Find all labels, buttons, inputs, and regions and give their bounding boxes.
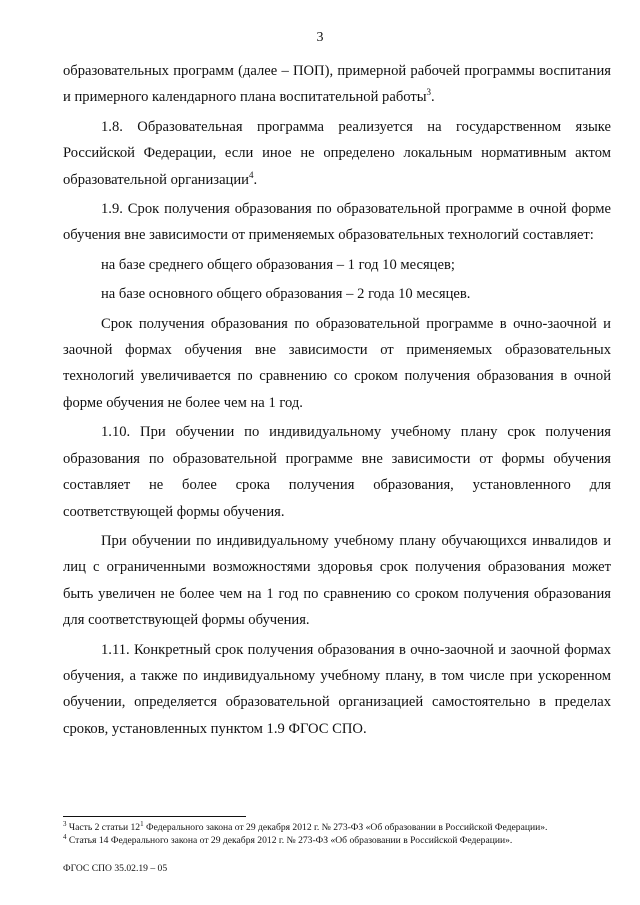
- paragraph-1-10: 1.10. При обучении по индивидуальному учебному плану срок получения образования по образовательной программе вне зависимости от формы обучения составляет не более срока получения образования, установленного для соответствующей формы обучения.: [63, 424, 611, 520]
- footnote-divider: [63, 816, 246, 817]
- footnote-inner-sup: 1: [140, 819, 144, 828]
- footnote-reference[interactable]: 3: [426, 87, 432, 98]
- footnotes: [63, 821, 623, 847]
- list-item-basic-general: на базе основного общего образования – 2 года 10 месяцев.: [101, 286, 471, 303]
- paragraph-1-11: 1.11. Конкретный срок получения образования в очно-заочной и заочной формах обучения, а также по индивидуальному учебному плану, в том числе при ускоренном обучении, определяется образовательной организацией самостоятельно в пределах сроков, установленных пунктом 1.9 ФГОС СПО.: [63, 641, 611, 737]
- paragraph-disabled-students: При обучении по индивидуальному учебному плану обучающихся инвалидов и лиц с ограниченными возможностями здоровья срок получения образования может быть увеличен не более чем на 1 год по сравнению со сроком получения образования для соответствующей формы обучения.: [63, 532, 611, 629]
- list-item-secondary-general: на базе среднего общего образования – 1 год 10 месяцев;: [101, 256, 455, 273]
- paragraph-1-8: [63, 114, 611, 193]
- footnote-mark: 4: [63, 832, 67, 841]
- paragraph-continuation: [63, 58, 611, 111]
- footnote-text: Часть 2 статьи 12: [66, 822, 141, 833]
- footnote-item: [63, 834, 623, 847]
- paragraph-tail: .: [253, 171, 258, 188]
- footnote-item: [63, 821, 623, 834]
- footnote-mark: 3: [63, 819, 67, 828]
- footnote-reference[interactable]: 4: [248, 169, 254, 180]
- page-number: 3: [316, 30, 324, 45]
- footnote-text: Статья 14 Федерального закона от 29 декабря 2012 г. № 273-ФЗ «Об образовании в Российской Федерации».: [66, 835, 513, 846]
- footnote-text-continued: Федерального закона от 29 декабря 2012 г. № 273-ФЗ «Об образовании в Российской Федерации».: [143, 822, 548, 833]
- paragraph-part-time-duration: Срок получения образования по образовательной программе в очно-заочной и заочной формах обучения вне зависимости от применяемых образовательных технологий увеличивается по сравнению со сроком получения образования в очной форме обучения не более чем на 1 год.: [63, 315, 611, 411]
- document-body: [63, 58, 611, 745]
- paragraph-text: 1.8. Образовательная программа реализуется на государственном языке Российской Федерации, если иное не определено локальным нормативным актом образовательной организации: [63, 118, 611, 188]
- document-code: ФГОС СПО 35.02.19 – 05: [63, 863, 168, 874]
- paragraph-1-9: 1.9. Срок получения образования по образовательной программе в очной форме обучения вне зависимости от применяемых образовательных технологий составляет:: [63, 201, 611, 244]
- paragraph-text: образовательных программ (далее – ПОП), примерной рабочей программы воспитания и примерного календарного плана воспитательной работы: [63, 63, 611, 106]
- paragraph-tail: .: [431, 89, 435, 106]
